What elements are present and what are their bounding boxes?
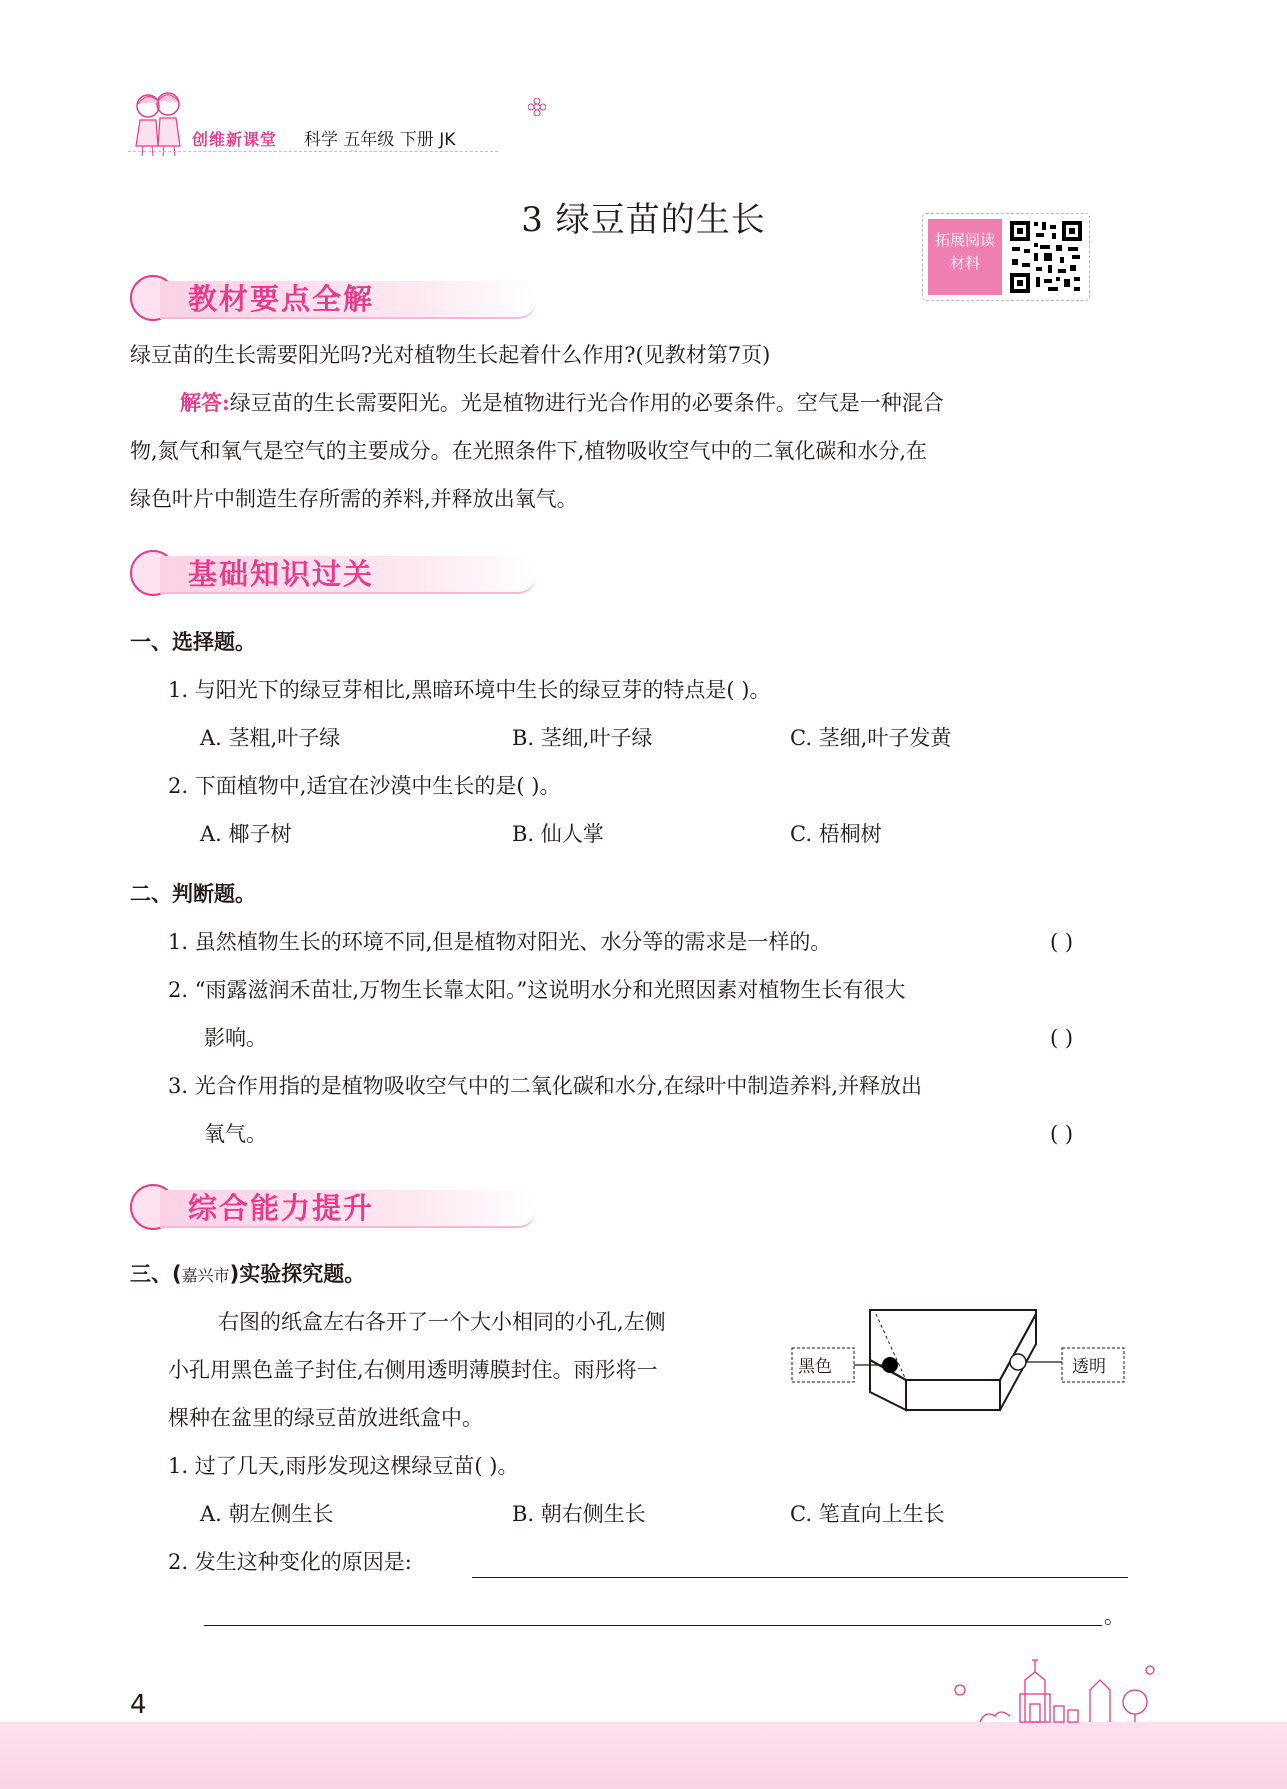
cartoon-girls-icon [128,88,190,158]
label-transparent: 透明 [1072,1357,1106,1377]
page-title: 3 绿豆苗的生长 [521,200,766,240]
part2-q1-answer[interactable]: ( ) [1050,930,1074,954]
header-divider [128,151,498,152]
answer-blank-1[interactable] [472,1577,1128,1578]
part3-intro-line3: 棵种在盆里的绿豆苗放进纸盒中。 [168,1406,483,1430]
page-number: 4 [130,1690,147,1720]
part2-q3-line1: 3. 光合作用指的是植物吸收空气中的二氧化碳和水分,在绿叶中制造养料,并释放出 [168,1074,923,1098]
footer-band [0,1722,1287,1789]
section-header-basics [130,548,540,600]
qr-label[interactable] [928,219,1002,295]
subject-info: 科学 五年级 下册 JK [304,130,456,150]
part3-q2: 2. 发生这种变化的原因是: [168,1550,412,1574]
source-tag: 嘉兴市 [181,1266,230,1285]
key-question: 绿豆苗的生长需要阳光吗?光对植物生长起着什么作用?(见教材第7页) [130,343,771,367]
part3-intro-line2: 小孔用黑色盖子封住,右侧用透明薄膜封住。雨彤将一 [168,1358,658,1382]
end-mark: 。 [1104,1604,1125,1628]
answer-line-1: 解答:绿豆苗的生长需要阳光。光是植物进行光合作用的必要条件。空气是一种混合 [180,390,944,415]
part2-q3-line2: 氧气。 [204,1122,267,1146]
part2-heading: 二、判断题。 [130,882,256,906]
section-title: 教材要点全解 [188,282,375,316]
section-header-ability [130,1182,540,1234]
part1-q1-option-c[interactable]: C. 茎细,叶子发黄 [790,726,952,750]
part2-q1: 1. 虽然植物生长的环境不同,但是植物对阳光、水分等的需求是一样的。 [168,930,832,954]
part2-q2-line2: 影响。 [204,1026,267,1050]
answer-line-2: 物,氮气和氧气是空气的主要成分。在光照条件下,植物吸收空气中的二氧化碳和水分,在 [130,439,928,463]
part1-q2-option-b[interactable]: B. 仙人掌 [512,822,604,846]
answer-blank-2[interactable] [204,1625,1102,1626]
part1-q2-option-c[interactable]: C. 梧桐树 [790,822,882,846]
answer-label: 解答: [180,390,230,415]
part3-q1: 1. 过了几天,雨彤发现这棵绿豆苗( )。 [168,1454,519,1478]
label-black: 黑色 [798,1357,832,1377]
part2-q3-answer[interactable]: ( ) [1050,1122,1074,1146]
section-title: 综合能力提升 [188,1191,375,1225]
part1-q2-option-a[interactable]: A. 椰子树 [200,822,292,846]
qr-label-line2: 材料 [949,254,980,272]
part3-q1-option-b[interactable]: B. 朝右侧生长 [512,1502,646,1526]
castle-decoration-icon [940,1650,1170,1724]
part3-intro-line1: 右图的纸盒左右各开了一个大小相同的小孔,左侧 [218,1310,666,1334]
part1-q1: 1. 与阳光下的绿豆芽相比,黑暗环境中生长的绿豆芽的特点是( )。 [168,678,771,702]
answer-line-3: 绿色叶片中制造生存所需的养料,并释放出氧气。 [130,487,578,511]
part3-q1-option-c[interactable]: C. 笔直向上生长 [790,1502,945,1526]
brand-name: 创维新课堂 [192,130,278,149]
part1-q2: 2. 下面植物中,适宜在沙漠中生长的是( )。 [168,774,561,798]
section-header-key-points [130,273,540,325]
flower-icon [528,98,546,116]
part2-q2-answer[interactable]: ( ) [1050,1026,1074,1050]
part3-heading: 三、(嘉兴市)实验探究题。 [130,1262,366,1286]
qr-label-line1: 拓展阅读 [934,231,995,249]
section-title: 基础知识过关 [188,557,375,591]
part1-q1-option-b[interactable]: B. 茎细,叶子绿 [512,726,653,750]
part1-heading: 一、选择题。 [130,630,256,654]
qr-code-icon[interactable] [1008,219,1084,295]
part1-q1-option-a[interactable]: A. 茎粗,叶子绿 [200,726,341,750]
part2-q2-line1: 2. “雨露滋润禾苗壮,万物生长靠太阳。”这说明水分和光照因素对植物生长有很大 [168,978,906,1002]
part3-q1-option-a[interactable]: A. 朝左侧生长 [200,1502,334,1526]
